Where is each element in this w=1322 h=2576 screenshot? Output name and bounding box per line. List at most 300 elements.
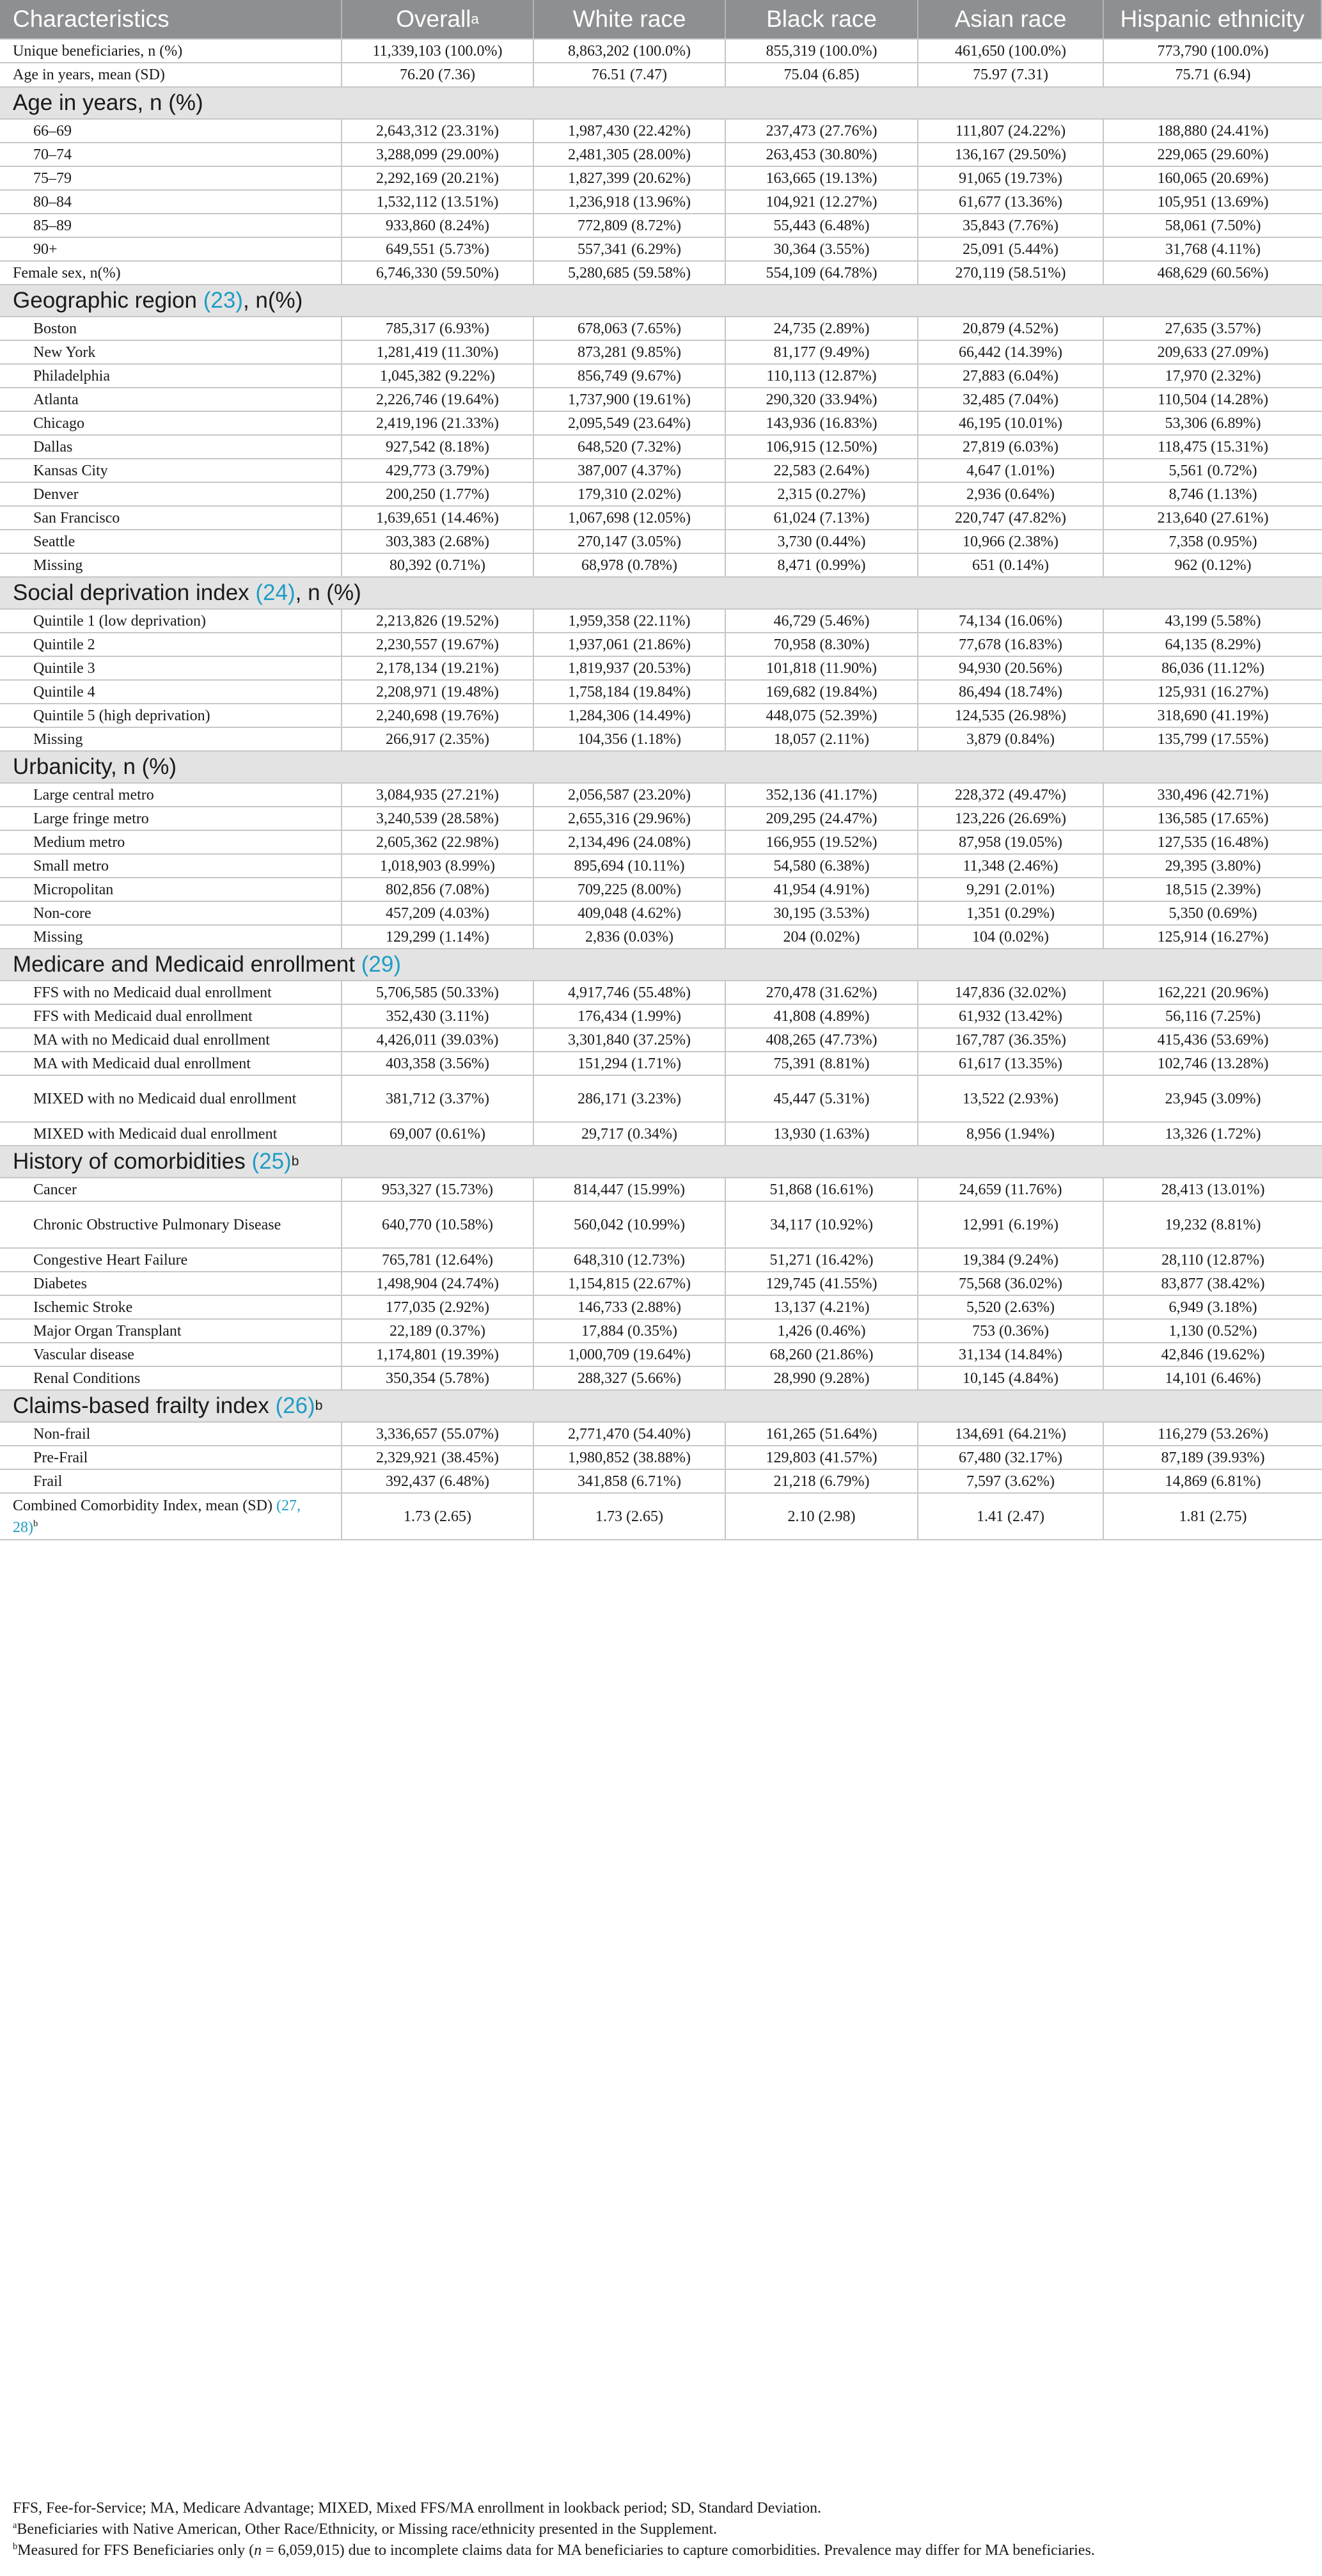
value-cell-white-race <box>534 191 726 213</box>
value-cell-black-race <box>726 1367 918 1389</box>
table-row <box>0 1029 1322 1052</box>
table-row <box>0 436 1322 459</box>
value-cell-overall <box>342 1367 534 1389</box>
row-label-cell <box>0 784 342 806</box>
value-cell-asian-race <box>918 120 1104 142</box>
row-label: 70–74 <box>33 146 72 163</box>
value-cell-white-race <box>534 388 726 411</box>
cell-value: 69,007 (0.61%) <box>390 1125 485 1142</box>
table-row <box>0 1052 1322 1076</box>
row-label-wrap <box>33 1471 62 1492</box>
footnote-b-mark: b <box>13 2541 18 2552</box>
cell-value: 86,036 (11.12%) <box>1161 660 1265 677</box>
row-label-cell <box>0 191 342 213</box>
cell-value: 147,836 (32.02%) <box>955 984 1066 1001</box>
value-cell-black-race <box>726 1320 918 1342</box>
cell-value: 350,354 (5.78%) <box>386 1370 489 1387</box>
cell-value: 1,284,306 (14.49%) <box>568 707 691 724</box>
table-row <box>0 855 1322 878</box>
cell-value: 2,936 (0.64%) <box>966 486 1055 503</box>
row-label-cell <box>0 1296 342 1318</box>
row-label-cell <box>0 831 342 853</box>
cell-value: 17,970 (2.32%) <box>1165 367 1261 384</box>
value-cell-asian-race <box>918 1494 1104 1539</box>
cell-value: 1,174,801 (19.39%) <box>376 1346 499 1363</box>
value-cell-overall <box>342 63 534 86</box>
header-hispanic-ethnicity-label: Hispanic ethnicity <box>1120 6 1305 32</box>
value-cell-white-race <box>534 1076 726 1121</box>
row-label-wrap <box>33 1344 134 1366</box>
cell-value: 2,292,169 (20.21%) <box>376 170 499 187</box>
value-cell-overall <box>342 507 534 529</box>
cell-value: 1,000,709 (19.64%) <box>568 1346 691 1363</box>
footnote-b-text-2: = 6,059,015) due to incomplete claims data for MA beneficiaries to capture comorbidities. Prevalence may differ for MA beneficiaries. <box>262 2542 1095 2559</box>
reference-link[interactable]: (24) <box>255 580 295 605</box>
row-label-cell <box>0 1367 342 1389</box>
cell-value: 1,236,918 (13.96%) <box>568 193 691 210</box>
cell-value: 27,883 (6.04%) <box>963 367 1058 384</box>
cell-value: 3,240,539 (28.58%) <box>376 810 499 827</box>
row-label-wrap <box>33 1447 88 1469</box>
cell-value: 53,306 (6.89%) <box>1165 415 1261 432</box>
cell-value: 213,640 (27.61%) <box>1157 509 1269 526</box>
row-label-cell <box>0 365 342 387</box>
value-cell-overall <box>342 902 534 924</box>
cell-value: 10,145 (4.84%) <box>963 1370 1058 1387</box>
cell-value: 91,065 (19.73%) <box>959 170 1062 187</box>
value-cell-black-race <box>726 365 918 387</box>
header-asian-race-label: Asian race <box>954 6 1067 32</box>
value-cell-overall <box>342 1296 534 1318</box>
value-cell-hispanic-ethnicity <box>1104 63 1322 86</box>
value-cell-overall <box>342 1320 534 1342</box>
cell-value: 7,358 (0.95%) <box>1169 533 1257 550</box>
cell-value: 2,213,826 (19.52%) <box>376 612 499 629</box>
value-cell-overall <box>342 365 534 387</box>
value-cell-white-race <box>534 238 726 260</box>
value-cell-overall <box>342 633 534 656</box>
cell-value: 270,147 (3.05%) <box>578 533 681 550</box>
row-label-cell <box>0 1005 342 1027</box>
cell-value: 64,135 (8.29%) <box>1165 636 1261 653</box>
value-cell-white-race <box>534 40 726 62</box>
value-cell-overall <box>342 167 534 189</box>
cell-value: 873,281 (9.85%) <box>578 344 681 361</box>
cell-value: 56,116 (7.25%) <box>1165 1007 1261 1025</box>
row-label: Ischemic Stroke <box>33 1299 133 1316</box>
cell-value: 209,633 (27.09%) <box>1157 344 1269 361</box>
cell-value: 14,101 (6.46%) <box>1165 1370 1261 1387</box>
value-cell-asian-race <box>918 262 1104 284</box>
row-label-cell <box>0 214 342 237</box>
value-cell-overall <box>342 1272 534 1295</box>
value-cell-white-race <box>534 878 726 901</box>
cell-value: 2,178,134 (19.21%) <box>376 660 499 677</box>
table-row <box>0 1470 1322 1494</box>
value-cell-hispanic-ethnicity <box>1104 459 1322 482</box>
value-cell-white-race <box>534 926 726 948</box>
value-cell-hispanic-ethnicity <box>1104 728 1322 750</box>
table-row <box>0 633 1322 657</box>
row-label-cell <box>0 63 342 86</box>
row-label-wrap <box>33 1053 251 1075</box>
row-label-cell <box>0 483 342 505</box>
row-label: Unique beneficiaries, n (%) <box>13 42 183 59</box>
row-label: Female sex, n(%) <box>13 264 121 281</box>
row-label: Chicago <box>33 415 84 432</box>
cell-value: 13,137 (4.21%) <box>773 1299 870 1316</box>
row-label-cell <box>0 1202 342 1247</box>
cell-value: 116,279 (53.26%) <box>1157 1425 1269 1442</box>
cell-value: 927,542 (8.18%) <box>386 438 489 455</box>
value-cell-overall <box>342 1123 534 1145</box>
value-cell-hispanic-ethnicity <box>1104 262 1322 284</box>
value-cell-asian-race <box>918 143 1104 166</box>
row-label: Quintile 5 (high deprivation) <box>33 707 210 724</box>
value-cell-black-race <box>726 554 918 576</box>
cell-value: 129,803 (41.57%) <box>766 1449 877 1466</box>
value-cell-overall <box>342 143 534 166</box>
table-row <box>0 831 1322 855</box>
cell-value: 1,067,698 (12.05%) <box>568 509 691 526</box>
value-cell-hispanic-ethnicity <box>1104 926 1322 948</box>
row-label-wrap <box>33 507 120 529</box>
value-cell-asian-race <box>918 1367 1104 1389</box>
cell-value: 61,677 (13.36%) <box>959 193 1062 210</box>
cell-value: 68,978 (0.78%) <box>581 557 677 574</box>
reference-link[interactable]: (27, 28) <box>13 1497 301 1536</box>
row-label-cell <box>0 262 342 284</box>
value-cell-hispanic-ethnicity <box>1104 1178 1322 1201</box>
cell-value: 70,958 (8.30%) <box>773 636 870 653</box>
cell-value: 87,958 (19.05%) <box>959 834 1062 851</box>
value-cell-white-race <box>534 681 726 703</box>
section-header-row <box>0 752 1322 784</box>
value-cell-black-race <box>726 412 918 434</box>
value-cell-asian-race <box>918 191 1104 213</box>
value-cell-white-race <box>534 1123 726 1145</box>
table-row <box>0 1446 1322 1470</box>
row-label: FFS with no Medicaid dual enrollment <box>33 984 272 1001</box>
cell-value: 13,522 (2.93%) <box>963 1090 1058 1107</box>
table-row <box>0 238 1322 262</box>
row-label: Major Organ Transplant <box>33 1322 182 1339</box>
cell-value: 75.71 (6.94) <box>1175 67 1251 83</box>
table-row <box>0 459 1322 483</box>
value-cell-hispanic-ethnicity <box>1104 1470 1322 1492</box>
reference-link[interactable]: (25) <box>251 1149 292 1174</box>
value-cell-black-race <box>726 1343 918 1366</box>
footnote-a-text: Beneficiaries with Native American, Other Race/Ethnicity, or Missing race/ethnicity presented in the Supplement. <box>17 2521 718 2538</box>
row-label-cell <box>0 167 342 189</box>
cell-value: 1,639,651 (14.46%) <box>376 509 499 526</box>
row-label: Medium metro <box>33 834 125 851</box>
value-cell-overall <box>342 1052 534 1075</box>
row-label-wrap <box>33 215 72 237</box>
table-row <box>0 365 1322 388</box>
value-cell-black-race <box>726 704 918 727</box>
cell-value: 61,932 (13.42%) <box>959 1007 1062 1025</box>
cell-value: 83,877 (38.42%) <box>1161 1275 1265 1292</box>
value-cell-asian-race <box>918 365 1104 387</box>
value-cell-asian-race <box>918 388 1104 411</box>
cell-value: 1,532,112 (13.51%) <box>376 193 499 210</box>
cell-value: 8,471 (0.99%) <box>777 557 866 574</box>
cell-value: 87,189 (39.93%) <box>1161 1449 1265 1466</box>
value-cell-hispanic-ethnicity <box>1104 1423 1322 1445</box>
value-cell-overall <box>342 1494 534 1539</box>
cell-value: 773,790 (100.0%) <box>1157 42 1269 59</box>
section-title <box>0 88 1322 118</box>
cell-value: 814,447 (15.99%) <box>574 1181 685 1198</box>
row-label-wrap <box>33 436 72 458</box>
row-label: Diabetes <box>33 1275 87 1292</box>
header-characteristics-label: Characteristics <box>13 6 169 32</box>
cell-value: 2,771,470 (54.40%) <box>568 1425 691 1442</box>
value-cell-black-race <box>726 1249 918 1271</box>
value-cell-white-race <box>534 831 726 853</box>
cell-value: 1,758,184 (19.84%) <box>568 683 691 700</box>
value-cell-overall <box>342 704 534 727</box>
value-cell-hispanic-ethnicity <box>1104 483 1322 505</box>
value-cell-asian-race <box>918 214 1104 237</box>
reference-link[interactable]: (26) <box>275 1393 315 1418</box>
value-cell-asian-race <box>918 902 1104 924</box>
row-label-wrap <box>33 239 58 260</box>
value-cell-hispanic-ethnicity <box>1104 1249 1322 1271</box>
cell-value: 288,327 (5.66%) <box>578 1370 681 1387</box>
table-row <box>0 143 1322 167</box>
value-cell-white-race <box>534 365 726 387</box>
value-cell-overall <box>342 191 534 213</box>
table-row <box>0 1249 1322 1272</box>
cell-value: 94,930 (20.56%) <box>959 660 1062 677</box>
cell-value: 30,195 (3.53%) <box>773 905 870 922</box>
table-row <box>0 1296 1322 1320</box>
value-cell-black-race <box>726 728 918 750</box>
value-cell-asian-race <box>918 1249 1104 1271</box>
value-cell-hispanic-ethnicity <box>1104 1076 1322 1121</box>
row-label-cell <box>0 681 342 703</box>
header-black-race-label: Black race <box>766 6 877 32</box>
row-label-cell <box>0 1076 342 1121</box>
value-cell-black-race <box>726 530 918 553</box>
row-label-wrap <box>33 1029 270 1051</box>
table-row <box>0 1343 1322 1367</box>
row-label: Atlanta <box>33 391 79 408</box>
cell-value: 5,280,685 (59.58%) <box>568 264 691 281</box>
cell-value: 136,167 (29.50%) <box>955 146 1066 163</box>
table-row <box>0 1005 1322 1029</box>
row-label-wrap <box>13 40 182 62</box>
cell-value: 163,665 (19.13%) <box>766 170 877 187</box>
cell-value: 461,650 (100.0%) <box>955 42 1066 59</box>
table-row <box>0 63 1322 88</box>
cell-value: 3,288,099 (29.00%) <box>376 146 499 163</box>
cell-value: 1,737,900 (19.61%) <box>568 391 691 408</box>
cell-value: 229,065 (29.60%) <box>1157 146 1269 163</box>
row-label-cell <box>0 902 342 924</box>
row-label: MA with Medicaid dual enrollment <box>33 1055 251 1072</box>
value-cell-white-race <box>534 143 726 166</box>
cell-value: 341,858 (6.71%) <box>578 1473 681 1490</box>
value-cell-overall <box>342 1249 534 1271</box>
value-cell-hispanic-ethnicity <box>1104 388 1322 411</box>
cell-value: 220,747 (47.82%) <box>955 509 1066 526</box>
cell-value: 104,356 (1.18%) <box>578 731 681 748</box>
row-label-cell <box>0 704 342 727</box>
cell-value: 1,351 (0.29%) <box>966 905 1055 922</box>
value-cell-white-race <box>534 902 726 924</box>
value-cell-white-race <box>534 483 726 505</box>
cell-value: 5,561 (0.72%) <box>1169 462 1257 479</box>
cell-value: 1,827,399 (20.62%) <box>568 170 691 187</box>
row-label: Kansas City <box>33 462 108 479</box>
value-cell-overall <box>342 1446 534 1469</box>
value-cell-hispanic-ethnicity <box>1104 981 1322 1004</box>
value-cell-asian-race <box>918 831 1104 853</box>
reference-link[interactable]: (23) <box>203 288 243 313</box>
reference-link[interactable]: (29) <box>361 952 401 977</box>
cell-value: 303,383 (2.68%) <box>386 533 489 550</box>
cell-value: 22,583 (2.64%) <box>773 462 870 479</box>
row-label-cell <box>0 341 342 363</box>
cell-value: 266,917 (2.35%) <box>386 731 489 748</box>
row-label: Dallas <box>33 438 73 455</box>
row-label: Boston <box>33 320 77 337</box>
row-label-wrap <box>33 1123 277 1145</box>
footnote-b-text-1: Measured for FFS Beneficiaries only ( <box>17 2542 255 2559</box>
value-cell-white-race <box>534 1052 726 1075</box>
value-cell-white-race <box>534 1029 726 1051</box>
cell-value: 30,364 (3.55%) <box>773 241 870 258</box>
cell-value: 6,746,330 (59.50%) <box>376 264 499 281</box>
value-cell-asian-race <box>918 341 1104 363</box>
cell-value: 2,419,196 (21.33%) <box>376 415 499 432</box>
value-cell-overall <box>342 40 534 62</box>
table-row <box>0 610 1322 633</box>
section-title-text: Social deprivation index <box>13 580 249 605</box>
cell-value: 457,209 (4.03%) <box>386 905 489 922</box>
value-cell-overall <box>342 483 534 505</box>
value-cell-white-race <box>534 704 726 727</box>
value-cell-overall <box>342 214 534 237</box>
row-label-cell <box>0 807 342 830</box>
value-cell-hispanic-ethnicity <box>1104 610 1322 632</box>
table-row <box>0 1272 1322 1296</box>
cell-value: 855,319 (100.0%) <box>766 42 877 59</box>
cell-value: 2,095,549 (23.64%) <box>568 415 691 432</box>
value-cell-black-race <box>726 1202 918 1247</box>
row-label: Philadelphia <box>33 367 110 384</box>
value-cell-hispanic-ethnicity <box>1104 1052 1322 1075</box>
table-row <box>0 262 1322 285</box>
row-label: Chronic Obstructive Pulmonary Disease <box>33 1216 281 1233</box>
row-label-wrap <box>33 879 113 901</box>
cell-value: 2,329,921 (38.45%) <box>376 1449 499 1466</box>
value-cell-black-race <box>726 167 918 189</box>
value-cell-overall <box>342 262 534 284</box>
value-cell-black-race <box>726 1423 918 1445</box>
section-title-text: Medicare and Medicaid enrollment <box>13 952 355 977</box>
cell-value: 51,868 (16.61%) <box>769 1181 874 1198</box>
row-label: 66–69 <box>33 122 72 139</box>
cell-value: 13,930 (1.63%) <box>773 1125 870 1142</box>
value-cell-overall <box>342 341 534 363</box>
section-title-text: Age in years, n (%) <box>13 90 203 115</box>
value-cell-black-race <box>726 120 918 142</box>
value-cell-asian-race <box>918 317 1104 340</box>
cell-value: 648,310 (12.73%) <box>574 1251 685 1268</box>
table-row <box>0 1123 1322 1146</box>
row-label-wrap <box>33 120 72 142</box>
value-cell-overall <box>342 981 534 1004</box>
cell-value: 2,315 (0.27%) <box>777 486 866 503</box>
cell-value: 856,749 (9.67%) <box>578 367 681 384</box>
cell-value: 4,426,011 (39.03%) <box>376 1031 499 1048</box>
value-cell-white-race <box>534 1296 726 1318</box>
value-cell-asian-race <box>918 704 1104 727</box>
cell-value: 4,917,746 (55.48%) <box>568 984 691 1001</box>
value-cell-hispanic-ethnicity <box>1104 1123 1322 1145</box>
cell-value: 25,091 (5.44%) <box>963 241 1058 258</box>
cell-value: 209,295 (24.47%) <box>766 810 877 827</box>
cell-value: 24,659 (11.76%) <box>959 1181 1062 1198</box>
value-cell-asian-race <box>918 1005 1104 1027</box>
value-cell-overall <box>342 728 534 750</box>
cell-value: 28,110 (12.87%) <box>1161 1251 1265 1268</box>
cell-value: 22,189 (0.37%) <box>390 1322 485 1339</box>
value-cell-black-race <box>726 1296 918 1318</box>
value-cell-white-race <box>534 317 726 340</box>
row-label: Missing <box>33 557 83 574</box>
cell-value: 468,629 (60.56%) <box>1157 264 1269 281</box>
value-cell-asian-race <box>918 681 1104 703</box>
cell-value: 387,007 (4.37%) <box>578 462 681 479</box>
value-cell-hispanic-ethnicity <box>1104 633 1322 656</box>
cell-value: 13,326 (1.72%) <box>1165 1125 1261 1142</box>
cell-value: 110,113 (12.87%) <box>766 367 877 384</box>
value-cell-hispanic-ethnicity <box>1104 191 1322 213</box>
value-cell-overall <box>342 459 534 482</box>
cell-value: 448,075 (52.39%) <box>766 707 877 724</box>
value-cell-asian-race <box>918 238 1104 260</box>
row-label: Seattle <box>33 533 75 550</box>
value-cell-overall <box>342 436 534 458</box>
value-cell-asian-race <box>918 1029 1104 1051</box>
row-label-cell <box>0 40 342 62</box>
section-header-row <box>0 285 1322 317</box>
row-label: 90+ <box>33 241 58 258</box>
cell-value: 46,195 (10.01%) <box>959 415 1062 432</box>
value-cell-asian-race <box>918 633 1104 656</box>
value-cell-asian-race <box>918 657 1104 679</box>
value-cell-overall <box>342 317 534 340</box>
cell-value: 4,647 (1.01%) <box>966 462 1055 479</box>
cell-value: 330,496 (42.71%) <box>1157 786 1269 803</box>
row-label-wrap <box>33 658 95 679</box>
row-label-wrap <box>33 413 84 434</box>
cell-value: 41,808 (4.89%) <box>773 1007 870 1025</box>
table-row <box>0 214 1322 238</box>
value-cell-overall <box>342 412 534 434</box>
cell-value: 27,635 (3.57%) <box>1165 320 1261 337</box>
cell-value: 118,475 (15.31%) <box>1157 438 1269 455</box>
row-label: Large central metro <box>33 786 154 803</box>
section-title: Claims-based frailty index (26) b <box>13 1393 323 1418</box>
cell-value: 11,348 (2.46%) <box>963 857 1058 874</box>
row-label-cell <box>0 530 342 553</box>
